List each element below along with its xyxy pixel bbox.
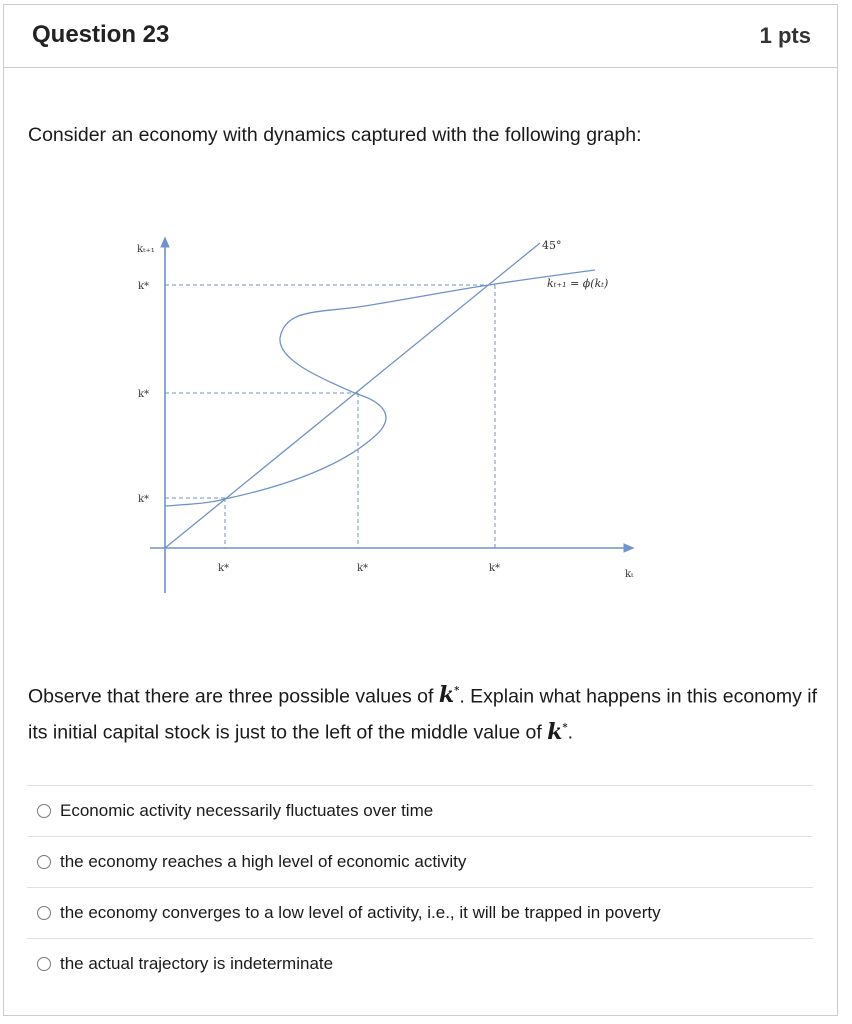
x-tick-label-low: k* <box>218 563 230 574</box>
dynamics-graph <box>125 228 645 600</box>
45-degree-line <box>165 243 540 548</box>
question-prompt: Consider an economy with dynamics captured with the following graph: <box>28 124 642 146</box>
k-star-symbol: k* <box>438 682 460 709</box>
radio-button[interactable] <box>37 804 51 818</box>
question-title: Question 23 <box>32 21 170 48</box>
radio-button[interactable] <box>37 957 51 971</box>
answer-list <box>27 785 813 989</box>
y-axis-label: kₜ₊₁ <box>137 244 155 255</box>
answer-label: the economy converges to a low level of activity, i.e., it will be trapped in poverty <box>60 903 661 922</box>
graph-svg <box>125 228 645 600</box>
answer-option[interactable] <box>27 887 813 938</box>
observe-text-1: Observe that there are three possible values of <box>28 685 439 708</box>
answer-label: Economic activity necessarily fluctuates over time <box>60 801 434 820</box>
question-body <box>28 676 818 749</box>
observe-text-2: . Explain what happens in this economy if its initial capital stock is just to the left of the middle value of <box>28 685 818 744</box>
x-tick-label-high: k* <box>489 563 501 574</box>
radio-button[interactable] <box>37 855 51 869</box>
answer-label: the economy reaches a high level of economic activity <box>60 852 467 871</box>
answer-option[interactable] <box>27 836 813 887</box>
y-tick-label-middle: k* <box>138 389 150 400</box>
x-tick-label-middle: k* <box>357 563 369 574</box>
y-tick-label-low: k* <box>138 494 150 505</box>
45-degree-label: 45° <box>542 239 562 252</box>
phi-curve <box>165 270 595 506</box>
question-points: 1 pts <box>759 23 811 48</box>
curve-label: kₜ₊₁ = ϕ(kₜ) <box>547 277 609 290</box>
answer-option[interactable] <box>27 938 813 989</box>
radio-button[interactable] <box>37 906 51 920</box>
question-header <box>4 5 837 68</box>
answer-option[interactable] <box>27 785 813 836</box>
y-tick-label-high: k* <box>138 281 150 292</box>
observe-text-3: . <box>567 721 574 744</box>
x-axis-label: kₜ <box>625 569 634 580</box>
answer-label: the actual trajectory is indeterminate <box>60 954 334 973</box>
k-star-symbol: k* <box>547 718 568 745</box>
